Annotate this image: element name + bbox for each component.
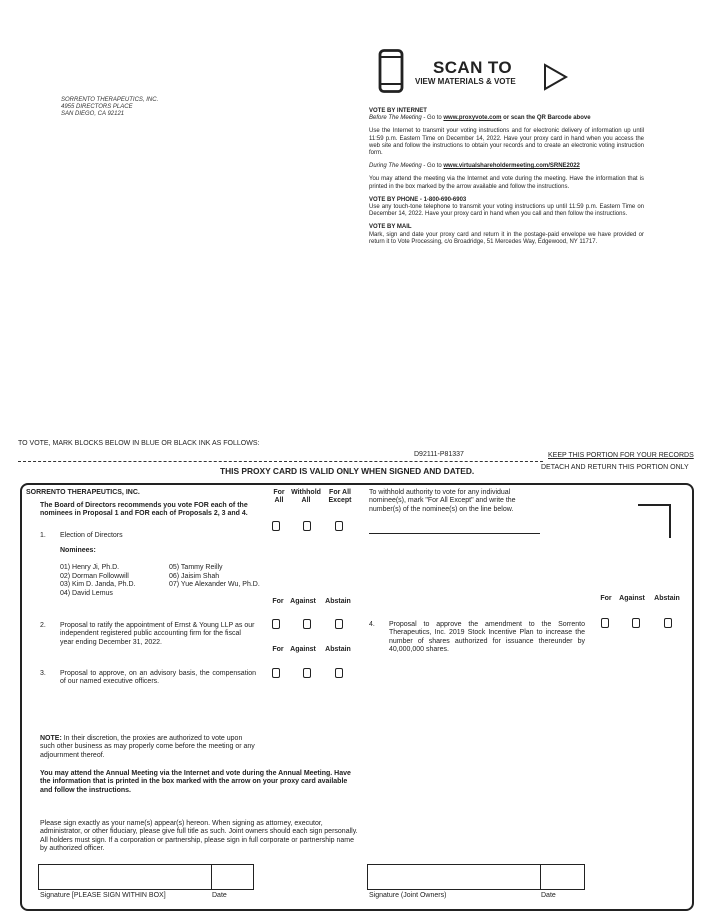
control-code: D92111-P81337 (414, 451, 464, 458)
nominee-03: 03) Kim D. Janda, Ph.D. (60, 581, 136, 589)
scan-title: SCAN TO (433, 58, 512, 77)
before-mid: - Go to (421, 115, 444, 122)
header-for-all-except: For All Except (328, 489, 352, 504)
nominee-04: 04) David Lemus (60, 589, 113, 597)
signature-box[interactable] (38, 864, 212, 890)
nominee-07: 07) Yue Alexander Wu, Ph.D. (169, 581, 260, 589)
p4-header-for: For (600, 595, 612, 602)
checkbox-p1-withhold-all[interactable] (303, 521, 311, 531)
p2-number: 2. (40, 622, 46, 629)
during-label: During The Meeting (369, 163, 422, 170)
sender-line1: SORRENTO THERAPEUTICS, INC. (61, 97, 159, 103)
note-label: NOTE: (40, 735, 62, 742)
company-name: SORRENTO THERAPEUTICS, INC. (26, 489, 140, 496)
sender-line2: 4955 DIRECTORS PLACE (61, 104, 133, 111)
valid-notice: THIS PROXY CARD IS VALID ONLY WHEN SIGNED AND DATED. (220, 466, 475, 476)
detach-line (18, 461, 543, 462)
proxyvote-link[interactable]: www.proxyvote.com (443, 115, 502, 122)
scan-subtitle: VIEW MATERIALS & VOTE (415, 77, 516, 86)
p3-text: Proposal to approve, on an advisory basis, the compensation of our named executive officers. (60, 670, 256, 686)
p4-text: Proposal to approve the amendment to the Sorrento Therapeutics, Inc. 2019 Stock Incentive Plan to increase the number of shares authorized for issuance thereunder by 40,000,000 shares. (389, 621, 585, 654)
checkbox-p3-for[interactable] (272, 668, 280, 678)
mark-blocks-text: TO VOTE, MARK BLOCKS BELOW IN BLUE OR BLACK INK AS FOLLOWS: (18, 440, 260, 447)
nominee-list-right (169, 564, 260, 590)
nominee-05: 05) Tammy Reilly (169, 564, 223, 571)
nominee-number-line[interactable] (369, 533, 540, 534)
date-label: Date (212, 892, 227, 899)
p3-header-abstain: Abstain (325, 646, 351, 653)
vote-phone-title: VOTE BY PHONE - 1-800-690-6903 (369, 196, 467, 203)
before-tail: or scan the QR Barcode above (501, 115, 591, 122)
phone-body: Use any touch-tone telephone to transmit your voting instructions up until 11:59 p.m. Eastern Time on December 14, 2022. Have your proxy card in hand when you call and then follow the instructions. (369, 204, 644, 218)
p1-number: 1. (40, 532, 46, 539)
checkbox-p2-for[interactable] (272, 619, 280, 629)
vote-mail-title: VOTE BY MAIL (369, 224, 412, 231)
corner-mark (638, 504, 671, 538)
checkbox-p1-for-all-except[interactable] (335, 521, 343, 531)
p2-header-for: For (272, 598, 284, 605)
p4-number: 4. (369, 621, 375, 628)
detach-portion-text: DETACH AND RETURN THIS PORTION ONLY (541, 464, 689, 471)
checkbox-p3-against[interactable] (303, 668, 311, 678)
nominees-label: Nominees: (60, 547, 96, 554)
mail-body: Mark, sign and date your proxy card and return it in the postage-paid envelope we have provided or return it to Vote Processing, c/o Broadridge, 51 Mercedes Way, Edgewood, NY 11717. (369, 231, 644, 245)
checkbox-p4-against[interactable] (632, 618, 640, 628)
virtual-meeting-link[interactable]: www.virtualshareholdermeeting.com/SRNE2022 (443, 163, 580, 170)
nominee-02: 02) Dorman Followwill (60, 572, 129, 580)
during-body: You may attend the meeting via the Internet and vote during the meeting. Have the information that is printed in the box marked by the arrow available and follow the instructions. (369, 176, 644, 190)
keep-portion-text: KEEP THIS PORTION FOR YOUR RECORDS (548, 452, 694, 459)
header-withhold-all: Withhold All (291, 489, 321, 504)
note-text (40, 735, 256, 760)
internet-body: Use the Internet to transmit your voting instructions and for electronic delivery of information up until 11:59 p.m. Eastern Time on December 14, 2022. Have your proxy card in hand when you access the web site and follow the instructions to obtain your records and to create an electronic voting instruction form. (369, 128, 644, 157)
joint-date-label: Date (541, 892, 556, 899)
p1-text: Election of Directors (60, 532, 123, 539)
checkbox-p4-for[interactable] (601, 618, 609, 628)
before-meeting-line (369, 115, 644, 122)
p3-header-for: For (272, 646, 284, 653)
p4-header-abstain: Abstain (654, 595, 680, 602)
sender-line3: SAN DIEGO, CA 92121 (61, 111, 125, 118)
nominee-01: 01) Henry Ji, Ph.D. (60, 564, 120, 571)
checkbox-p4-abstain[interactable] (664, 618, 672, 628)
p2-text: Proposal to ratify the appointment of Ernst & Young LLP as our independent registered public accounting firm for the fiscal year ending December 31, 2022. (60, 622, 255, 646)
sender-address (61, 97, 158, 119)
board-recommendation: The Board of Directors recommends you vote FOR each of the nominees in Proposal 1 and FOR each of Proposals 2, 3 and 4. (40, 502, 248, 518)
nominee-list-left (60, 564, 135, 598)
date-box[interactable] (211, 864, 254, 890)
p4-header-against: Against (619, 595, 645, 602)
checkbox-p2-against[interactable] (303, 619, 311, 629)
checkbox-p2-abstain[interactable] (335, 619, 343, 629)
checkbox-p1-for-all[interactable] (272, 521, 280, 531)
vote-internet-title: VOTE BY INTERNET (369, 108, 427, 114)
joint-signature-box[interactable] (367, 864, 541, 890)
voting-instructions (369, 108, 644, 246)
before-label: Before The Meeting (369, 115, 422, 122)
joint-signature-label: Signature (Joint Owners) (369, 892, 447, 899)
note-body: In their discretion, the proxies are authorized to vote upon such other business as may properly come before the meeting or any adjournment thereof. (40, 735, 255, 759)
phone-icon (378, 49, 406, 94)
checkbox-p3-abstain[interactable] (335, 668, 343, 678)
joint-date-box[interactable] (540, 864, 585, 890)
attend-notice: You may attend the Annual Meeting via the Internet and vote during the Annual Meeting. Have the information that is printed in the box marked with the arrow on your proxy card available and follow the instructions. (40, 770, 351, 794)
during-meeting-line (369, 163, 644, 170)
arrow-icon (543, 63, 569, 91)
withhold-instruction: To withhold authority to vote for any individual nominee(s), mark "For All Except" and write the number(s) of the nominee(s) on the line below. (369, 489, 516, 513)
p2-header-against: Against (290, 598, 316, 605)
p3-header-against: Against (290, 646, 316, 653)
during-mid: - Go to (421, 163, 444, 170)
nominee-06: 06) Jaisim Shah (169, 572, 220, 580)
header-for-all: For All (273, 489, 285, 504)
sign-instructions: Please sign exactly as your name(s) appear(s) hereon. When signing as attorney, executor, administrator, or other fiduciary, please give full title as such. Joint owners should each sign personally. All holders must sign. If a corporation or partnership, please sign in full corporate or partnership name by authorized officer. (40, 820, 358, 853)
p3-number: 3. (40, 670, 46, 677)
signature-label: Signature [PLEASE SIGN WITHIN BOX] (40, 892, 166, 899)
p2-header-abstain: Abstain (325, 598, 351, 605)
